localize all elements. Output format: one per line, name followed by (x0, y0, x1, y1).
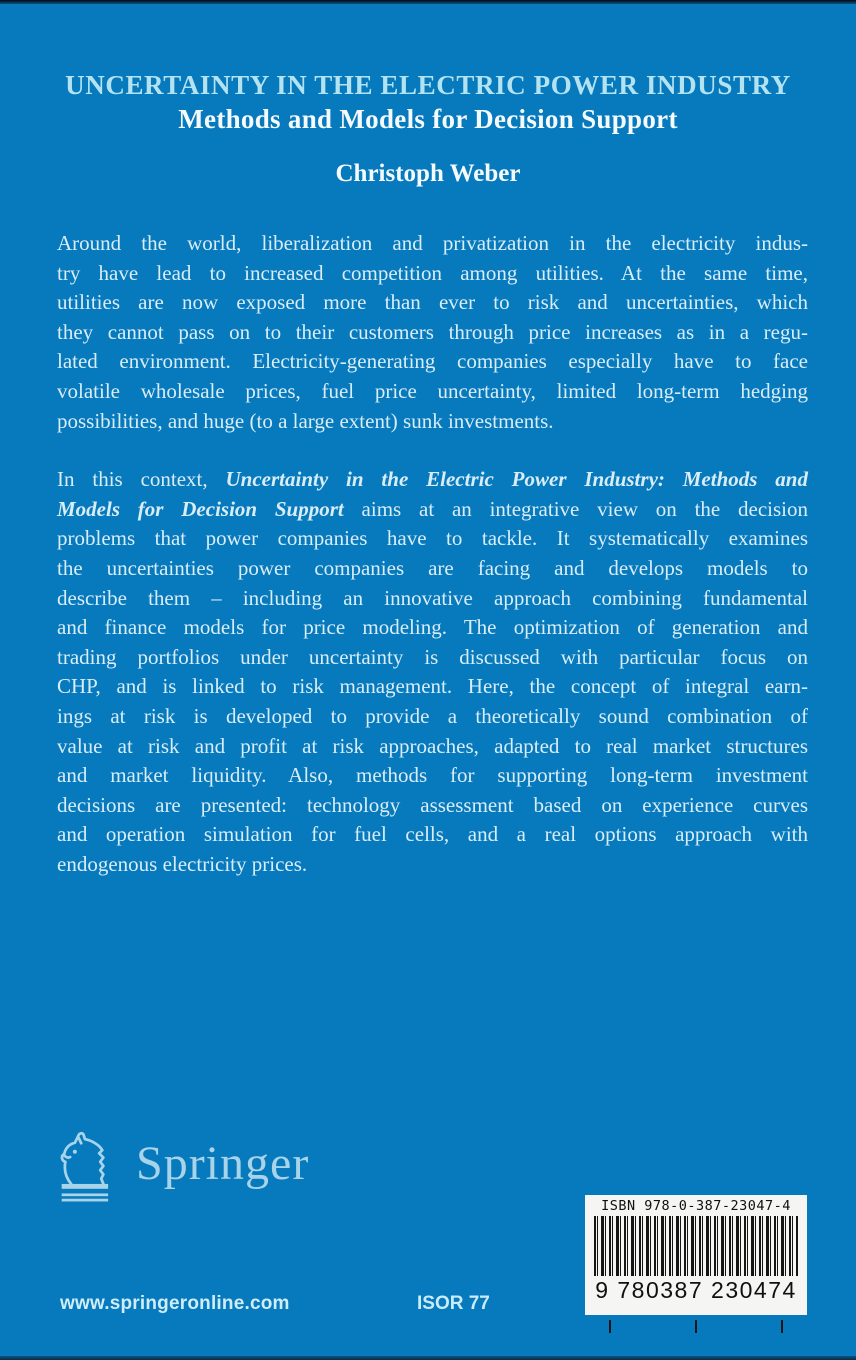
synopsis-paragraph (57, 465, 808, 879)
barcode-guard-bar (781, 1320, 783, 1333)
synopsis-text: and finance models for price modeling. The optimization of generation and (57, 615, 808, 640)
synopsis (57, 229, 808, 908)
synopsis-text: describe them – including an innovative approach combining fundamental (57, 585, 808, 610)
synopsis-text: and market liquidity. Also, methods for supporting long-term investment (57, 763, 808, 788)
book-author: Christoph Weber (335, 160, 521, 187)
synopsis-line (57, 554, 808, 584)
barcode-bars (594, 1216, 798, 1276)
synopsis-text: utilities are now exposed more than ever to risk and uncertainties, which (57, 290, 808, 315)
synopsis-line (57, 259, 808, 289)
publisher-name: Springer (136, 1137, 310, 1190)
synopsis-line (57, 524, 808, 554)
synopsis-line (57, 702, 808, 732)
synopsis-text: In this context, (57, 467, 226, 492)
synopsis-text: aims at an integrative view on the decision (343, 496, 809, 521)
synopsis-text: the uncertainties power companies are facing and develops models to (57, 555, 808, 580)
synopsis-text: problems that power companies have to tackle. It systematically examines (57, 526, 808, 551)
bottom-edge-shadow (0, 1356, 856, 1360)
isbn-label: ISBN 978-0-387-23047-4 (601, 1198, 791, 1214)
synopsis-text: trading portfolios under uncertainty is discussed with particular focus on (57, 644, 808, 669)
synopsis-line (57, 643, 808, 673)
synopsis-line (57, 465, 808, 495)
synopsis-line (57, 288, 808, 318)
barcode-guard-bar (609, 1320, 611, 1333)
synopsis-text: they cannot pass on to their customers through price increases as in a regu- (57, 319, 808, 344)
synopsis-line (57, 584, 808, 614)
springer-horse-icon (52, 1128, 122, 1204)
synopsis-text: lated environment. Electricity-generating companies especially have to face (57, 349, 808, 374)
synopsis-line (57, 761, 808, 791)
top-edge-shadow (0, 0, 856, 4)
synopsis-line (57, 377, 808, 407)
series-code: ISOR 77 (417, 1293, 490, 1314)
synopsis-line (57, 229, 808, 259)
publisher-website: www.springeronline.com (60, 1293, 290, 1314)
synopsis-text: volatile wholesale prices, fuel price uncertainty, limited long-term hedging (57, 378, 808, 403)
barcode-block (585, 1195, 807, 1315)
publisher-logo (52, 1128, 309, 1218)
inline-book-title: Models for Decision Support (57, 496, 344, 521)
synopsis-text: value at risk and profit at risk approaches, adapted to real market structures (57, 733, 808, 758)
synopsis-text: Around the world, liberalization and privatization in the electricity indus- (57, 231, 808, 255)
barcode-number: 9 780387 230474 (595, 1277, 797, 1303)
synopsis-text: and operation simulation for fuel cells, and a real options approach with (57, 822, 808, 847)
synopsis-text: try have lead to increased competition among utilities. At the same time, (57, 260, 808, 285)
synopsis-line (57, 672, 808, 702)
book-title: UNCERTAINTY IN THE ELECTRIC POWER INDUSTRY (65, 70, 791, 100)
synopsis-text: ings at risk is developed to provide a theoretically sound combination of (57, 703, 808, 728)
book-subtitle: Methods and Models for Decision Support (178, 104, 678, 134)
synopsis-line (57, 613, 808, 643)
synopsis-line (57, 850, 808, 880)
barcode-guard-bar (695, 1320, 697, 1333)
synopsis-line (57, 820, 808, 850)
synopsis-line (57, 791, 808, 821)
synopsis-line (57, 318, 808, 348)
synopsis-text: possibilities, and huge (to a large extent) sunk investments. (57, 408, 554, 433)
inline-book-title: Uncertainty in the Electric Power Industry: Methods and (225, 467, 808, 492)
synopsis-line (57, 347, 808, 377)
synopsis-text: endogenous electricity prices. (57, 851, 308, 876)
synopsis-paragraph (57, 229, 808, 436)
synopsis-line (57, 495, 808, 525)
synopsis-text: decisions are presented: technology assessment based on experience curves (57, 792, 808, 817)
synopsis-line (57, 407, 808, 437)
synopsis-line (57, 732, 808, 762)
synopsis-text: CHP, and is linked to risk management. Here, the concept of integral earn- (57, 674, 808, 699)
